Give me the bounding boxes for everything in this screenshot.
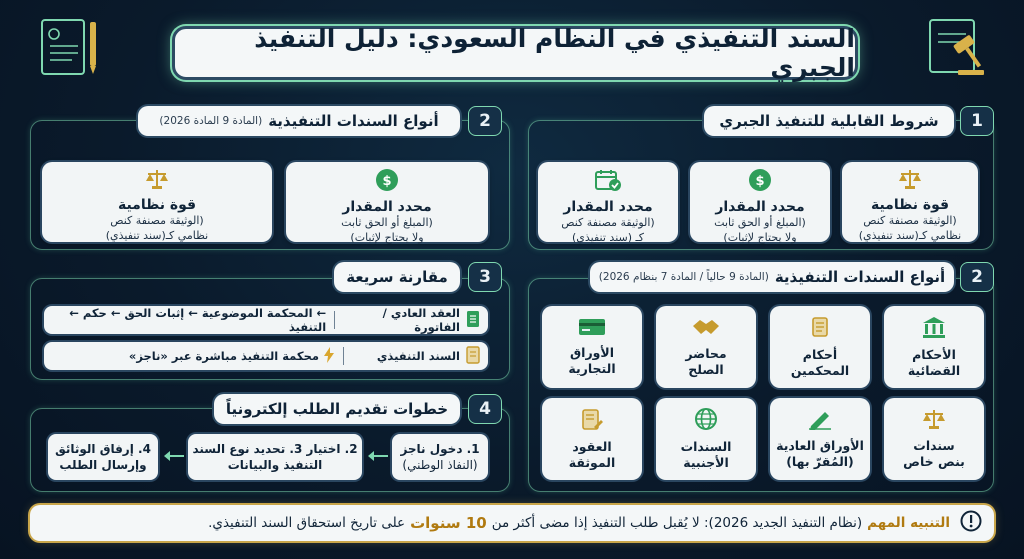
tile-label: الأحكام	[912, 346, 956, 362]
document-icon	[466, 310, 480, 331]
arrow-icon	[366, 448, 390, 468]
tile-label: (المُقرّ بها)	[786, 454, 854, 469]
tile-label: التجارية	[568, 361, 616, 376]
section-4-number: 4	[468, 394, 502, 424]
tile-label: الموثقة	[568, 455, 616, 470]
card-desc: نظامي كـ(سند تنفيذي)	[858, 228, 962, 242]
comparison-label: السند التنفيذي	[376, 349, 460, 363]
comparison-label: العقد العادي / الفاتورة	[382, 306, 460, 334]
section-2a-title-text: أنواع السندات التنفيذية	[268, 112, 439, 130]
card-desc: كـ (سند تنفيذي)	[572, 230, 644, 244]
tile-label: الصلح	[688, 362, 724, 377]
scroll-icon	[466, 346, 480, 367]
warning-lead: التنبيه المهم	[867, 515, 950, 531]
alert-icon	[960, 510, 982, 536]
tile-label: العقود	[572, 438, 612, 454]
section-1-title-text: شروط القابلية للتنفيذ الجبري	[719, 112, 939, 130]
card-desc: (المبلغ أو الحق ثابت	[714, 216, 806, 229]
bond-type-tile	[884, 306, 984, 388]
lightning-icon	[323, 347, 335, 366]
tile-label: سندات	[913, 437, 955, 453]
bond-type-tile	[656, 398, 756, 480]
scales-icon	[898, 168, 922, 194]
step-label: وإرسال الطلب	[59, 458, 147, 472]
step-label: (النفاذ الوطني)	[402, 458, 478, 472]
svg-text:$: $	[382, 174, 392, 189]
scales-icon	[145, 168, 169, 194]
comparison-divider	[334, 311, 335, 329]
comparison-value: محكمة التنفيذ مباشرة عبر «ناجز»	[128, 349, 319, 363]
page-title	[172, 26, 858, 80]
card-desc: (الوثيقة مصنفة كنص	[561, 216, 655, 229]
section-3-title	[334, 262, 460, 292]
handshake-icon	[691, 316, 721, 342]
card-desc: ولا يحتاج لإثبات)	[723, 230, 797, 244]
warning-text: على تاريخ استحقاق السند التنفيذي.	[208, 515, 406, 531]
step-label: التنفيذ والبيانات	[227, 458, 323, 472]
bond-type-tile	[542, 398, 642, 480]
tile-label: المحكمين	[790, 363, 850, 378]
gavel-icon	[922, 14, 994, 80]
tile-label: محاضر	[685, 345, 727, 361]
section-4-title	[214, 394, 460, 424]
header-left-icon	[32, 14, 104, 80]
section-2a-note: (المادة 9 المادة 2026)	[159, 115, 263, 127]
type-card	[286, 162, 488, 242]
arrow-icon	[162, 448, 186, 468]
tile-label: الأوراق	[569, 344, 615, 360]
warning-bar	[30, 505, 994, 541]
tile-label: الأوراق العادية	[776, 437, 864, 453]
warning-text: (نظام التنفيذ الجديد 2026): لا يُقبل طلب التنفيذ إذا مضى أكثر من	[491, 515, 863, 531]
card-desc: (المبلغ أو الحق ثابت	[341, 216, 433, 229]
step-label: 4. إرفاق الوثائق	[55, 441, 151, 456]
bond-type-tile	[542, 306, 642, 388]
money-bag-icon	[374, 168, 400, 196]
card-desc: ولا يحتاج لإثبات)	[350, 230, 424, 244]
section-3-title-text: مقارنة سريعة	[346, 268, 448, 286]
warning-highlight: 10 سنوات	[410, 514, 487, 532]
section-1-title	[704, 106, 954, 136]
card-desc: (الوثيقة مصنفة كنص	[110, 214, 204, 227]
section-1-number: 1	[960, 106, 994, 136]
section-2b-title	[590, 262, 954, 292]
comparison-row	[44, 342, 488, 370]
type-card	[42, 162, 272, 242]
condition-card	[690, 162, 830, 242]
tile-label: أحكام	[802, 346, 838, 362]
tile-label: بنص خاص	[903, 454, 965, 469]
card-desc: (الوثيقة مصنفة كنص	[863, 214, 957, 227]
section-4-title-text: خطوات تقديم الطلب إلكترونياً	[225, 400, 449, 418]
card-title: محدد المقدار	[715, 199, 805, 215]
condition-card	[842, 162, 978, 242]
step-box	[48, 434, 158, 480]
card-title: قوة نظامية	[117, 197, 197, 213]
document-edit-icon	[580, 407, 604, 435]
section-2b-number: 2	[960, 262, 994, 292]
card-title: محدد المقدار	[342, 199, 432, 215]
pen-icon	[807, 408, 833, 434]
calendar-check-icon	[594, 168, 622, 196]
condition-card	[538, 162, 678, 242]
tile-label: الأجنبية	[683, 455, 729, 470]
tile-label: القضائية	[907, 363, 961, 378]
section-2a-title	[138, 106, 460, 136]
bond-type-tile	[656, 306, 756, 388]
bond-type-tile	[770, 306, 870, 388]
section-3-number: 3	[468, 262, 502, 292]
comparison-divider	[343, 347, 344, 365]
step-label: 1. دخول ناجز	[400, 441, 480, 456]
money-bag-icon	[747, 168, 773, 196]
card-title: قوة نظامية	[870, 197, 950, 213]
bond-type-tile	[770, 398, 870, 480]
section-2b-note: (المادة 9 حالياً / المادة 7 بنظام 2026)	[598, 271, 769, 283]
step-box	[392, 434, 488, 480]
section-2b-title-text: أنواع السندات التنفيذية	[774, 268, 946, 286]
scales-icon	[922, 408, 946, 434]
card-icon	[578, 317, 606, 341]
comparison-value: ← المحكمة الموضوعية ← إثبات الحق ← حكم ← التنفيذ	[69, 306, 327, 334]
card-title: محدد المقدار	[563, 199, 653, 215]
comparison-row	[44, 306, 488, 334]
card-desc: نظامي كـ(سند تنفيذي)	[105, 228, 209, 242]
page-title-text: السند التنفيذي في النظام السعودي: دليل التنفيذ الجبري	[254, 24, 855, 82]
bond-type-tile	[884, 398, 984, 480]
scroll-icon	[808, 315, 832, 343]
section-2a-number: 2	[468, 106, 502, 136]
court-icon	[921, 315, 947, 343]
tile-label: السندات	[680, 438, 732, 454]
step-box	[188, 434, 362, 480]
svg-text:$: $	[755, 174, 765, 189]
step-label: 2. اختيار 3. تحديد نوع السند	[192, 441, 358, 456]
globe-icon	[694, 407, 718, 435]
